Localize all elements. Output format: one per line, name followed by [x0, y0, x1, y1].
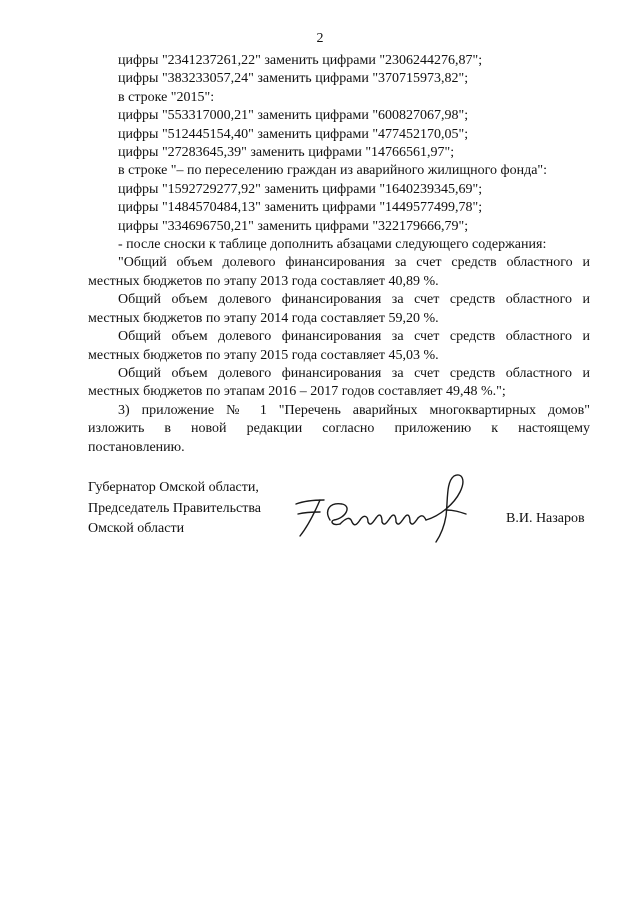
body-line: цифры "334696750,21" заменить цифрами "322179666,79"; — [118, 218, 469, 234]
paragraph-line: местных бюджетов по этапам 2016 – 2017 годов составляет 49,48 %."; — [88, 384, 506, 400]
signer-name: В.И. Назаров — [506, 511, 585, 526]
body-line: в строке "– по переселению граждан из аварийного жилищного фонда": — [118, 163, 548, 179]
paragraph-line: местных бюджетов по этапу 2014 года составляет 59,20 %. — [88, 310, 439, 326]
body-line: - после сноски к таблице дополнить абзацами следующего содержания: — [118, 237, 547, 253]
body-line: в строке "2015": — [118, 89, 215, 105]
page-number: 2 — [316, 31, 324, 46]
signer-title — [88, 478, 261, 540]
signer-title-line: Губернатор Омской области, — [88, 480, 259, 495]
paragraph-line: Общий объем долевого финансирования за счет средств областного и — [118, 292, 590, 308]
body-line: цифры "27283645,39" заменить цифрами "14766561,97"; — [118, 145, 455, 161]
paragraph-2015 — [88, 328, 590, 365]
signer-title-line: Председатель Правительства — [88, 500, 261, 516]
document-body — [88, 52, 590, 457]
body-line: цифры "1592729277,92" заменить цифрами "1640239345,69"; — [118, 181, 483, 197]
paragraph-2014 — [88, 291, 590, 328]
item-3-line: изложить в новой редакции согласно приложению к настоящему — [88, 421, 590, 437]
body-line: цифры "1484570484,13" заменить цифрами "1449577499,78"; — [118, 200, 483, 216]
signer-title-line: Омской области — [88, 521, 185, 536]
paragraph-line: "Общий объем долевого финансирования за счет средств областного и — [118, 255, 590, 271]
body-line: цифры "512445154,40" заменить цифрами "477452170,05"; — [118, 126, 469, 142]
paragraph-line: Общий объем долевого финансирования за счет средств областного и — [118, 329, 590, 345]
handwritten-signature — [290, 470, 490, 550]
paragraph-2016-2017 — [88, 365, 590, 402]
item-3-line: постановлению. — [88, 439, 185, 455]
item-3 — [88, 402, 590, 457]
body-line: цифры "553317000,21" заменить цифрами "600827067,98"; — [118, 108, 469, 124]
paragraph-2013 — [88, 254, 590, 291]
paragraph-line: местных бюджетов по этапу 2013 года составляет 40,89 %. — [88, 273, 439, 289]
paragraph-line: Общий объем долевого финансирования за счет средств областного и — [118, 365, 590, 381]
body-line: цифры "2341237261,22" заменить цифрами "2306244276,87"; — [118, 53, 483, 68]
item-3-line: 3) приложение № 1 "Перечень аварийных многоквартирных домов" — [118, 402, 590, 418]
paragraph-line: местных бюджетов по этапу 2015 года составляет 45,03 %. — [88, 347, 439, 363]
body-line: цифры "383233057,24" заменить цифрами "370715973,82"; — [118, 71, 469, 87]
